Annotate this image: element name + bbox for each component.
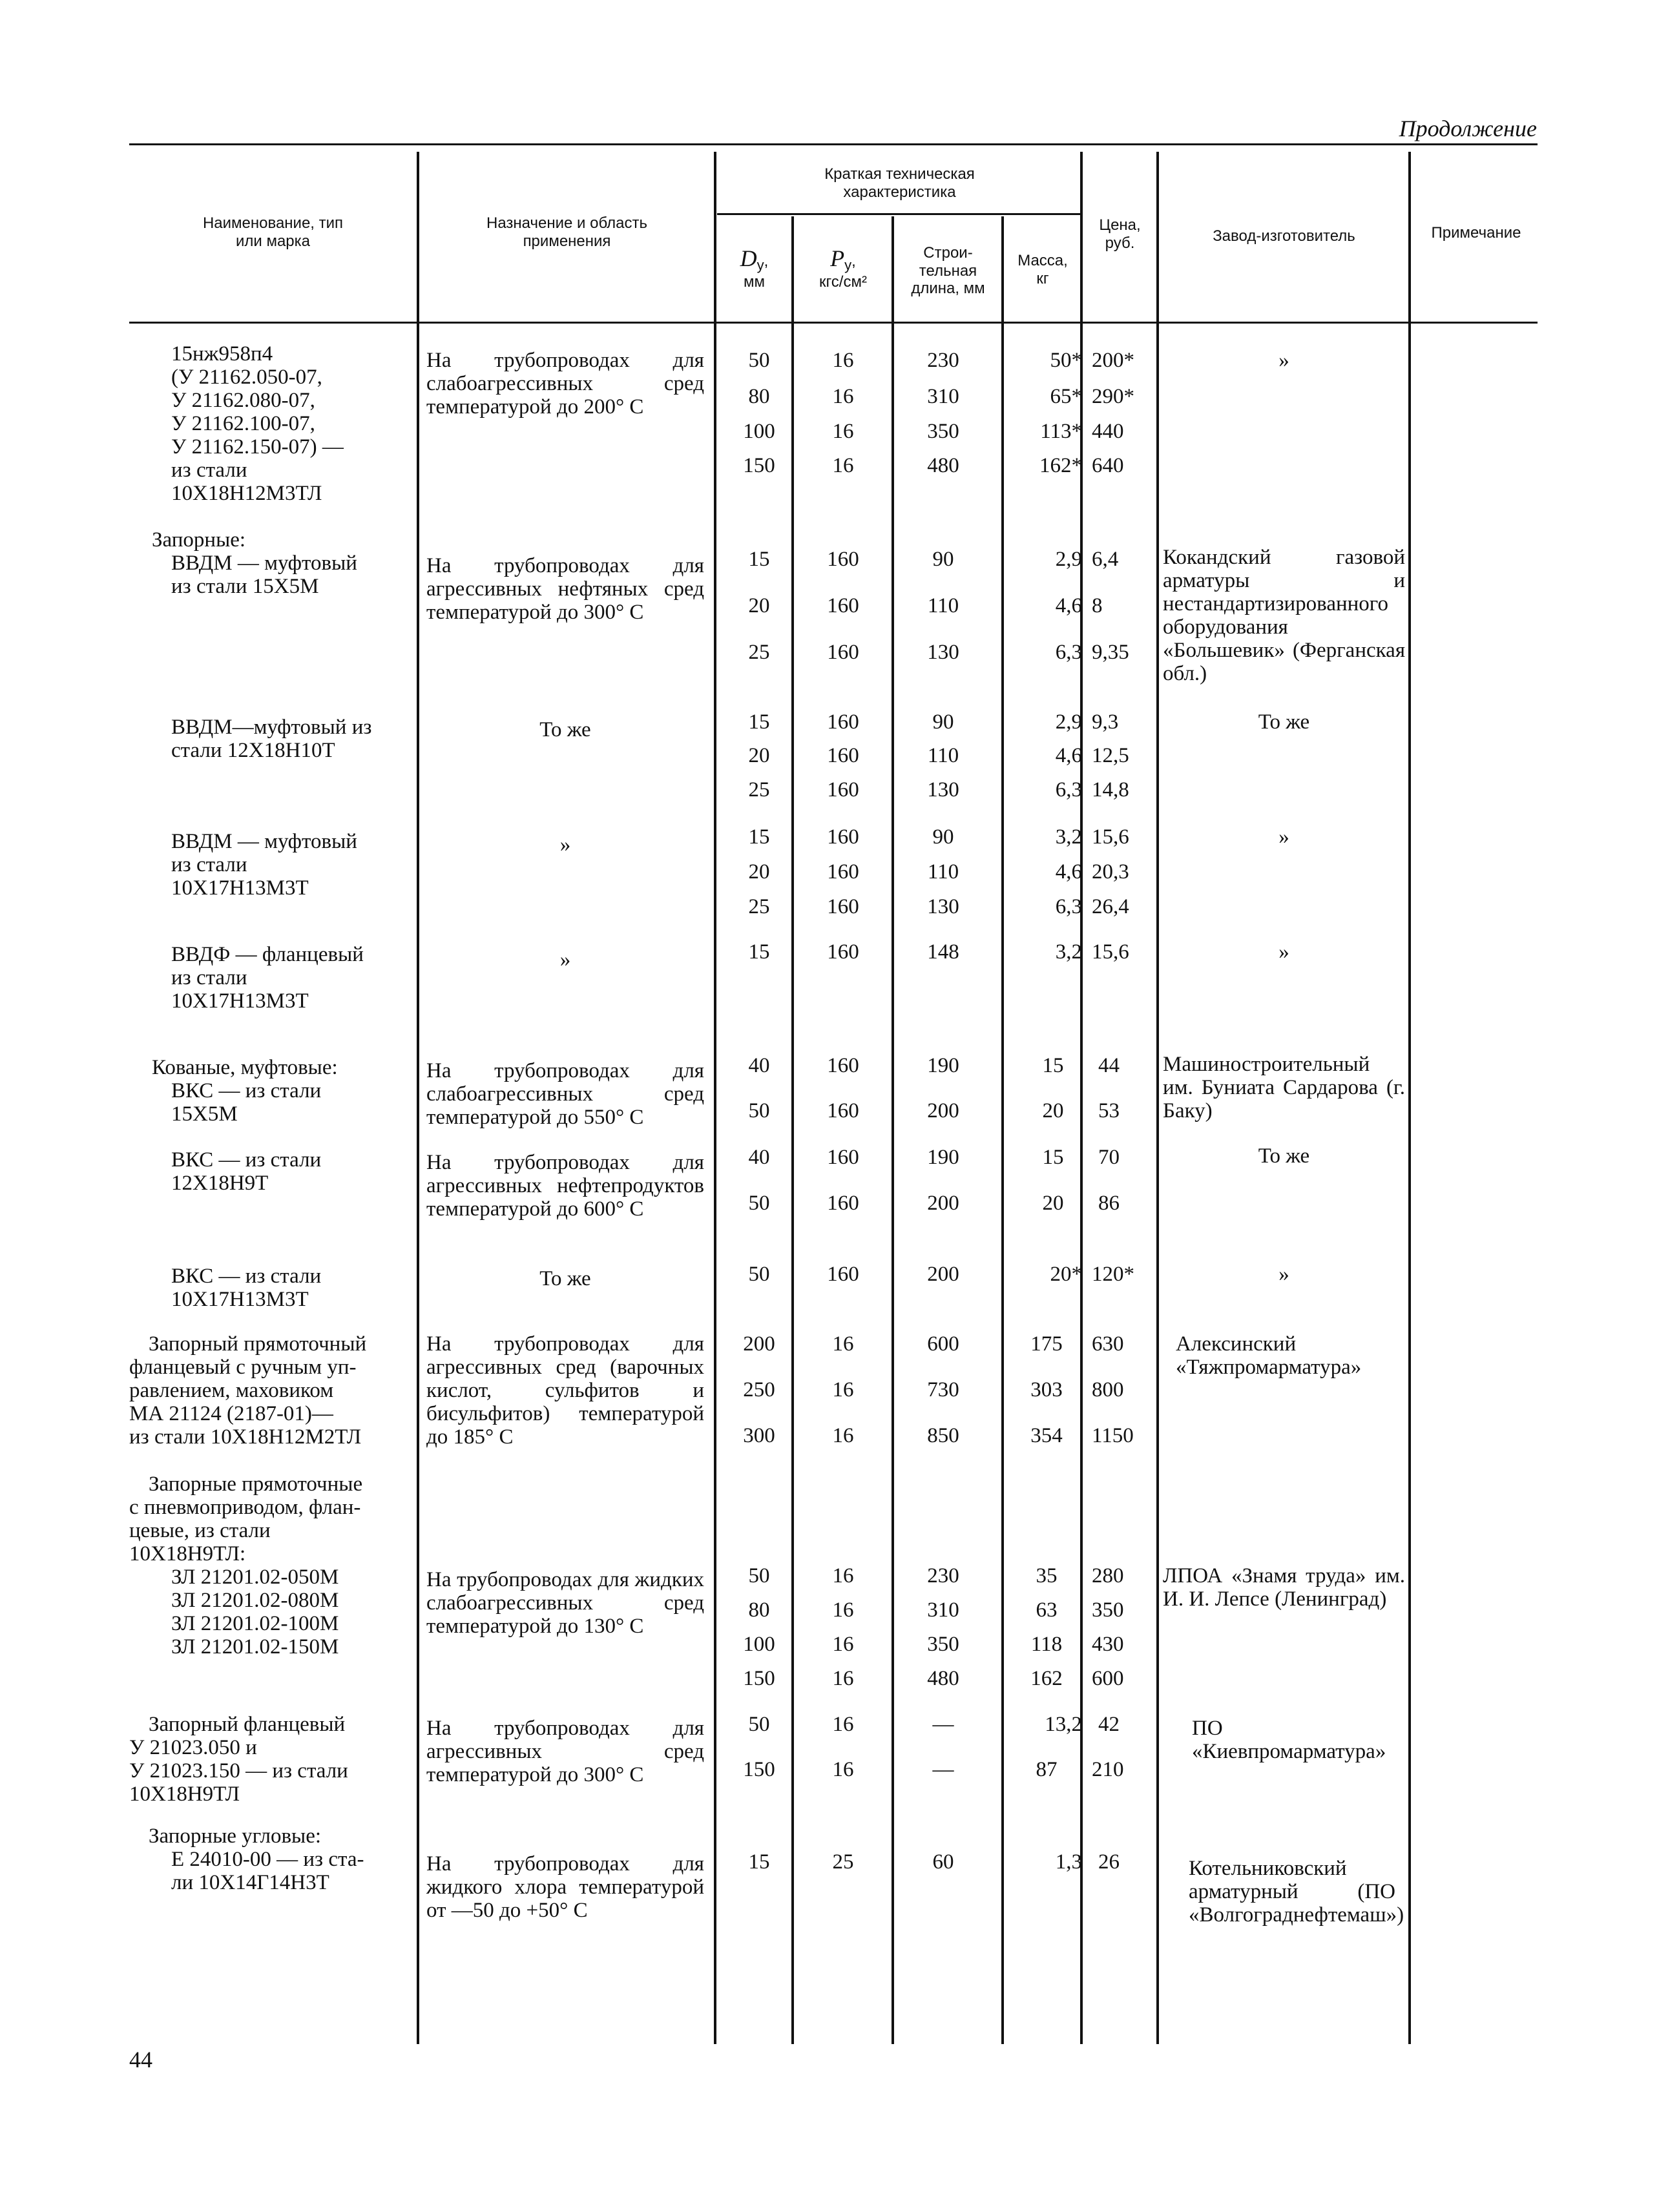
row-4-name-line-1: из стали <box>171 966 247 989</box>
row-8-py-2: 16 <box>832 1424 854 1447</box>
row-3-length-2: 130 <box>927 895 959 918</box>
row-3-mass-1: 4,6 <box>1055 860 1082 884</box>
row-11-name-line-1: Е 24010-00 — из ста- <box>171 1848 364 1871</box>
row-1-dy-1: 20 <box>748 594 770 617</box>
header-dy-label: D <box>740 245 757 271</box>
row-9-length-3: 480 <box>927 1667 959 1690</box>
row-9-name-line-6: ЗЛ 21201.02-100М <box>171 1612 339 1635</box>
row-7-maker: » <box>1278 1263 1289 1286</box>
row-11-py-0: 25 <box>832 1850 854 1874</box>
row-3-py-1: 160 <box>827 860 859 884</box>
row-5-py-1: 160 <box>827 1099 859 1122</box>
row-1-py-0: 160 <box>827 548 859 571</box>
row-6-purpose: На трубопроводах для агрессивных нефтепродуктов температурой до 600° С <box>426 1151 704 1221</box>
row-9-name-line-5: ЗЛ 21201.02-080М <box>171 1589 339 1612</box>
header-mass: Масса, кг <box>1017 252 1068 287</box>
row-0-name-line-4: У 21162.150-07) — <box>171 435 344 459</box>
row-9-dy-0: 50 <box>748 1564 770 1587</box>
row-0-price-1: 290* <box>1092 385 1134 408</box>
row-10-length-1: — <box>932 1758 954 1781</box>
row-0-length-1: 310 <box>927 385 959 408</box>
row-11-mass-0: 1,3 <box>1055 1850 1082 1874</box>
row-9-price-0: 280 <box>1092 1564 1124 1587</box>
row-8-dy-0: 200 <box>743 1332 775 1356</box>
row-3-py-2: 160 <box>827 895 859 918</box>
row-8-name-line-1: фланцевый с ручным уп- <box>129 1356 357 1379</box>
row-0-maker: » <box>1278 349 1289 372</box>
row-2-mass-0: 2,9 <box>1055 710 1082 734</box>
col-divider-5 <box>1001 216 1004 2044</box>
row-8-mass-0: 175 <box>1030 1332 1063 1356</box>
row-2-mass-2: 6,3 <box>1055 778 1082 801</box>
row-0-dy-0: 50 <box>748 349 770 372</box>
row-9-length-1: 310 <box>927 1598 959 1622</box>
row-9-name-line-2: цевые, из стали <box>129 1519 271 1542</box>
row-6-name-line-0: ВКС — из стали <box>171 1148 322 1172</box>
row-9-dy-2: 100 <box>743 1633 775 1656</box>
row-1-price-0: 6,4 <box>1092 548 1119 571</box>
row-9-name-line-0: Запорные прямоточные <box>149 1473 363 1496</box>
row-1-length-2: 130 <box>927 641 959 664</box>
row-1-length-1: 110 <box>927 594 959 617</box>
row-8-py-1: 16 <box>832 1378 854 1401</box>
row-0-py-2: 16 <box>832 420 854 443</box>
row-1-name-line-2: из стали 15Х5М <box>171 575 319 598</box>
row-10-name-line-1: У 21023.050 и <box>129 1736 257 1759</box>
row-6-py-0: 160 <box>827 1146 859 1169</box>
row-11-purpose: На трубопроводах для жидкого хлора температурой от —50 до +50° С <box>426 1852 704 1922</box>
row-5-mass-0: 15 <box>1042 1054 1064 1077</box>
row-8-name-line-0: Запорный прямоточный <box>149 1332 367 1356</box>
row-0-name-line-1: (У 21162.050-07, <box>171 366 322 389</box>
row-8-name-line-3: МА 21124 (2187-01)— <box>129 1402 333 1425</box>
row-10-name-line-0: Запорный фланцевый <box>149 1713 346 1736</box>
row-9-py-2: 16 <box>832 1633 854 1656</box>
row-1-name-line-0: Запорные: <box>152 528 246 552</box>
row-7-length-0: 200 <box>927 1263 959 1286</box>
row-10-maker: ПО «Киевпромарматура» <box>1192 1717 1386 1763</box>
row-2-py-0: 160 <box>827 710 859 734</box>
page-number: 44 <box>129 2047 152 2072</box>
row-5-name-line-1: ВКС — из стали <box>171 1079 322 1102</box>
tech-group-rule <box>717 213 1082 215</box>
row-2-mass-1: 4,6 <box>1055 744 1082 767</box>
row-1-name-line-1: ВВДМ — муфтовый <box>171 552 357 575</box>
row-5-maker: Машиностроительный им. Буниата Сардарова (г. Баку) <box>1163 1053 1405 1122</box>
row-11-dy-0: 15 <box>748 1850 770 1874</box>
row-8-length-1: 730 <box>927 1378 959 1401</box>
header-dy-unit: мм <box>744 273 765 291</box>
header-maker: Завод-изготовитель <box>1213 227 1355 245</box>
row-4-length-0: 148 <box>927 940 959 964</box>
row-10-name-line-3: 10Х18Н9ТЛ <box>129 1783 240 1806</box>
row-6-py-1: 160 <box>827 1192 859 1215</box>
row-8-price-0: 630 <box>1092 1332 1124 1356</box>
row-0-price-0: 200* <box>1092 349 1134 372</box>
row-9-mass-3: 162 <box>1030 1667 1063 1690</box>
header-purpose: Назначение и область применения <box>486 214 647 250</box>
header-dy <box>717 245 791 291</box>
row-2-price-2: 14,8 <box>1092 778 1129 801</box>
row-10-name-line-2: У 21023.150 — из стали <box>129 1759 348 1783</box>
row-8-price-2: 1150 <box>1092 1424 1134 1447</box>
header-py-comma: , <box>851 253 856 270</box>
row-1-py-2: 160 <box>827 641 859 664</box>
row-9-purpose: На трубопроводах для жидких слабоагрессивных сред температурой до 130° С <box>426 1568 704 1638</box>
row-1-dy-2: 25 <box>748 641 770 664</box>
row-0-length-0: 230 <box>927 349 959 372</box>
row-10-price-1: 210 <box>1092 1758 1124 1781</box>
row-2-dy-2: 25 <box>748 778 770 801</box>
row-4-dy-0: 15 <box>748 940 770 964</box>
row-2-name-line-1: стали 12Х18Н10Т <box>171 739 335 762</box>
row-3-mass-2: 6,3 <box>1055 895 1082 918</box>
row-3-price-2: 26,4 <box>1092 895 1129 918</box>
row-3-name-line-1: из стали <box>171 853 247 876</box>
header-py-sub: у <box>844 256 852 273</box>
row-3-price-0: 15,6 <box>1092 825 1129 849</box>
row-9-price-2: 430 <box>1092 1633 1124 1656</box>
row-10-py-0: 16 <box>832 1713 854 1736</box>
header-py-unit: кгс/см² <box>819 273 867 291</box>
row-9-name-line-1: с пневмоприводом, флан- <box>129 1496 361 1519</box>
row-8-length-0: 600 <box>927 1332 959 1356</box>
row-2-length-2: 130 <box>927 778 959 801</box>
row-11-name-line-0: Запорные угловые: <box>149 1824 322 1848</box>
row-0-dy-2: 100 <box>743 420 775 443</box>
row-2-price-0: 9,3 <box>1092 710 1119 734</box>
continuation-label: Продолжение <box>1399 116 1537 141</box>
row-7-purpose: То же <box>539 1267 591 1290</box>
row-9-py-1: 16 <box>832 1598 854 1622</box>
col-divider-8 <box>1408 152 1411 2044</box>
row-6-mass-1: 20 <box>1042 1192 1064 1215</box>
row-5-price-0: 44 <box>1098 1054 1120 1077</box>
row-7-price-0: 120* <box>1092 1263 1134 1286</box>
row-0-price-3: 640 <box>1092 454 1124 477</box>
row-5-price-1: 53 <box>1098 1099 1120 1122</box>
row-8-py-0: 16 <box>832 1332 854 1356</box>
row-7-mass-0: 20* <box>1050 1263 1082 1286</box>
row-2-name-line-0: ВВДМ—муфтовый из <box>171 716 372 739</box>
row-1-py-1: 160 <box>827 594 859 617</box>
row-3-dy-2: 25 <box>748 895 770 918</box>
col-divider-4 <box>892 216 894 2044</box>
row-3-maker: » <box>1278 825 1289 849</box>
row-9-price-3: 600 <box>1092 1667 1124 1690</box>
row-2-py-1: 160 <box>827 744 859 767</box>
row-8-length-2: 850 <box>927 1424 959 1447</box>
row-4-name-line-0: ВВДФ — фланцевый <box>171 943 364 966</box>
col-divider-1 <box>417 152 419 2044</box>
row-0-length-2: 350 <box>927 420 959 443</box>
row-4-mass-0: 3,2 <box>1055 940 1082 964</box>
col-divider-2 <box>714 152 716 2044</box>
row-5-length-0: 190 <box>927 1054 959 1077</box>
row-8-purpose: На трубопроводах для агрессивных сред (варочных кислот, сульфитов и бисульфитов) температурой до 185° С <box>426 1332 704 1449</box>
row-2-dy-0: 15 <box>748 710 770 734</box>
row-3-length-1: 110 <box>927 860 959 884</box>
row-6-length-1: 200 <box>927 1192 959 1215</box>
row-11-length-0: 60 <box>932 1850 954 1874</box>
row-0-name-line-2: У 21162.080-07, <box>171 389 315 412</box>
row-5-name-line-2: 15Х5М <box>171 1102 238 1126</box>
row-1-dy-0: 15 <box>748 548 770 571</box>
row-7-name-line-1: 10Х17Н13М3Т <box>171 1288 309 1311</box>
row-10-length-0: — <box>932 1713 954 1736</box>
row-10-py-1: 16 <box>832 1758 854 1781</box>
row-2-length-0: 90 <box>932 710 954 734</box>
header-name: Наименование, тип или марка <box>202 214 344 250</box>
row-4-name-line-2: 10Х17Н13М3Т <box>171 989 309 1013</box>
row-5-py-0: 160 <box>827 1054 859 1077</box>
row-3-name-line-0: ВВДМ — муфтовый <box>171 830 357 853</box>
row-6-maker: То же <box>1258 1144 1310 1168</box>
row-8-name-line-2: равлением, маховиком <box>129 1379 334 1402</box>
row-8-price-1: 800 <box>1092 1378 1124 1401</box>
row-7-name-line-0: ВКС — из стали <box>171 1265 322 1288</box>
header-price: Цена, руб. <box>1099 216 1141 252</box>
row-9-maker: ЛПОА «Знамя труда» им. И. И. Лепсе (Ленинград) <box>1163 1564 1405 1611</box>
header-dy-sub: у <box>756 256 764 273</box>
row-6-mass-0: 15 <box>1042 1146 1064 1169</box>
row-1-price-2: 9,35 <box>1092 641 1129 664</box>
row-1-maker: Кокандский газовой арматуры и нестандартизированного оборудования «Большевик» (Ферганская обл.) <box>1163 546 1405 685</box>
row-6-price-1: 86 <box>1098 1192 1120 1215</box>
row-7-dy-0: 50 <box>748 1263 770 1286</box>
row-3-price-1: 20,3 <box>1092 860 1129 884</box>
row-1-purpose: На трубопроводах для агрессивных нефтяных сред температурой до 300° С <box>426 554 704 624</box>
row-2-length-1: 110 <box>927 744 959 767</box>
row-9-dy-1: 80 <box>748 1598 770 1622</box>
row-0-mass-1: 65* <box>1050 385 1082 408</box>
row-6-length-0: 190 <box>927 1146 959 1169</box>
row-8-name-line-4: из стали 10Х18Н12М2ТЛ <box>129 1425 362 1449</box>
row-10-mass-0: 13,2 <box>1045 1713 1082 1736</box>
row-1-price-1: 8 <box>1092 594 1103 617</box>
row-6-dy-1: 50 <box>748 1192 770 1215</box>
row-11-price-0: 26 <box>1098 1850 1120 1874</box>
row-3-length-0: 90 <box>932 825 954 849</box>
row-11-maker: Котельниковский арматурный (ПО «Волгограднефтемаш») <box>1189 1857 1404 1927</box>
row-6-name-line-1: 12Х18Н9Т <box>171 1172 269 1195</box>
row-8-maker: Алексинский «Тяжпромарматура» <box>1176 1332 1362 1379</box>
row-9-py-3: 16 <box>832 1667 854 1690</box>
row-3-purpose: » <box>559 833 571 856</box>
row-4-maker: » <box>1278 940 1289 964</box>
row-0-dy-1: 80 <box>748 385 770 408</box>
row-5-mass-1: 20 <box>1042 1099 1064 1122</box>
row-2-dy-1: 20 <box>748 744 770 767</box>
row-10-dy-1: 150 <box>743 1758 775 1781</box>
header-py-label: P <box>830 245 845 271</box>
row-5-dy-1: 50 <box>748 1099 770 1122</box>
row-0-name-line-6: 10Х18Н12М3ТЛ <box>171 482 322 505</box>
row-3-name-line-2: 10Х17Н13М3Т <box>171 876 309 900</box>
header-py <box>795 245 892 291</box>
row-5-dy-0: 40 <box>748 1054 770 1077</box>
row-8-mass-1: 303 <box>1030 1378 1063 1401</box>
row-0-length-3: 480 <box>927 454 959 477</box>
row-9-name-line-3: 10Х18Н9ТЛ: <box>129 1542 246 1566</box>
row-9-name-line-4: ЗЛ 21201.02-050М <box>171 1566 339 1589</box>
header-length: Строи- тельная длина, мм <box>911 244 985 298</box>
header-bottom-rule <box>129 322 1538 324</box>
row-2-maker: То же <box>1258 710 1310 734</box>
row-9-mass-2: 118 <box>1030 1633 1063 1656</box>
row-1-length-0: 90 <box>932 548 954 571</box>
row-0-mass-3: 162* <box>1039 454 1082 477</box>
row-6-price-0: 70 <box>1098 1146 1120 1169</box>
header-note: Примечание <box>1431 224 1521 242</box>
row-10-mass-1: 87 <box>1036 1758 1058 1781</box>
row-9-length-2: 350 <box>927 1633 959 1656</box>
row-5-name-line-0: Кованые, муфтовые: <box>152 1056 338 1079</box>
row-9-price-1: 350 <box>1092 1598 1124 1622</box>
row-9-mass-1: 63 <box>1036 1598 1058 1622</box>
row-8-dy-2: 300 <box>743 1424 775 1447</box>
row-4-py-0: 160 <box>827 940 859 964</box>
header-tech-group: Краткая техническая характеристика <box>824 165 975 201</box>
row-1-mass-0: 2,9 <box>1055 548 1082 571</box>
row-0-py-3: 16 <box>832 454 854 477</box>
row-11-name-line-2: ли 10Х14Г14Н3Т <box>171 1871 329 1894</box>
row-4-price-0: 15,6 <box>1092 940 1129 964</box>
row-0-purpose: На трубопроводах для слабоагрессивных сред температурой до 200° С <box>426 349 704 419</box>
row-0-py-0: 16 <box>832 349 854 372</box>
row-0-mass-0: 50* <box>1050 349 1082 372</box>
row-9-py-0: 16 <box>832 1564 854 1587</box>
row-2-purpose: То же <box>539 718 591 741</box>
row-0-dy-3: 150 <box>743 454 775 477</box>
row-2-price-1: 12,5 <box>1092 744 1129 767</box>
row-9-name-line-7: ЗЛ 21201.02-150М <box>171 1635 339 1659</box>
table-top-rule <box>129 143 1538 145</box>
row-0-name-line-3: У 21162.100-07, <box>171 412 315 435</box>
row-3-dy-0: 15 <box>748 825 770 849</box>
row-8-mass-2: 354 <box>1030 1424 1063 1447</box>
row-10-purpose: На трубопроводах для агрессивных сред температурой до 300° С <box>426 1717 704 1786</box>
row-5-length-1: 200 <box>927 1099 959 1122</box>
row-6-dy-0: 40 <box>748 1146 770 1169</box>
row-10-price-0: 42 <box>1098 1713 1120 1736</box>
row-3-mass-0: 3,2 <box>1055 825 1082 849</box>
row-3-py-0: 160 <box>827 825 859 849</box>
row-8-dy-1: 250 <box>743 1378 775 1401</box>
row-0-price-2: 440 <box>1092 420 1124 443</box>
row-9-length-0: 230 <box>927 1564 959 1587</box>
row-10-dy-0: 50 <box>748 1713 770 1736</box>
row-0-py-1: 16 <box>832 385 854 408</box>
row-1-mass-1: 4,6 <box>1055 594 1082 617</box>
row-0-mass-2: 113* <box>1040 420 1082 443</box>
header-dy-comma: , <box>764 253 769 270</box>
row-0-name-line-5: из стали <box>171 459 247 482</box>
row-4-purpose: » <box>559 948 571 971</box>
row-7-py-0: 160 <box>827 1263 859 1286</box>
row-1-mass-2: 6,3 <box>1055 641 1082 664</box>
row-3-dy-1: 20 <box>748 860 770 884</box>
row-2-py-2: 160 <box>827 778 859 801</box>
row-9-mass-0: 35 <box>1036 1564 1058 1587</box>
row-9-dy-3: 150 <box>743 1667 775 1690</box>
row-5-purpose: На трубопроводах для слабоагрессивных сред температурой до 550° С <box>426 1059 704 1129</box>
row-0-name-line-0: 15нж958п4 <box>171 342 273 366</box>
